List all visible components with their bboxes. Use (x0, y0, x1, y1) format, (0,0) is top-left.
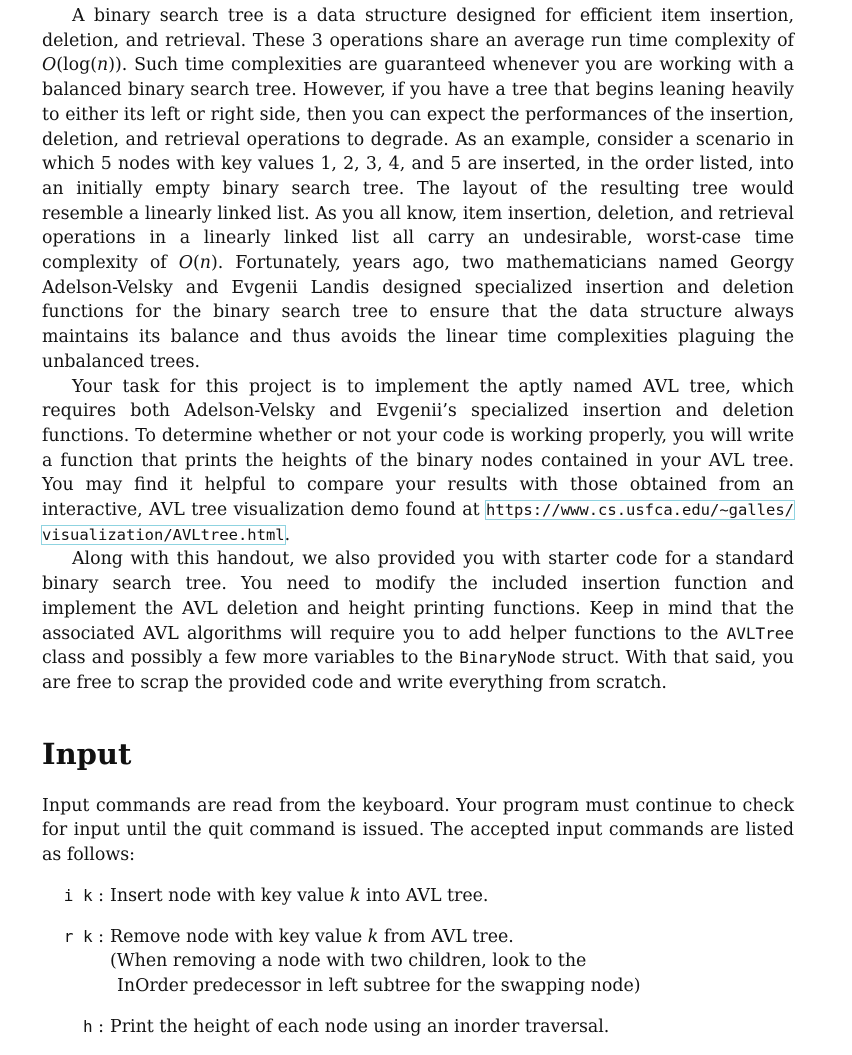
text-run: struct. With that said, you are free to scrap the provided code and write everything from scratch. (42, 648, 795, 693)
section-heading-input: Input (42, 736, 132, 771)
code-avltree: AVLTree (726, 623, 794, 643)
command-code: i k (63, 885, 93, 905)
command-code: h (82, 1016, 93, 1036)
math-big-o: O (42, 55, 57, 76)
command-note: InOrder predecessor in left subtree for the swapping node) (117, 975, 641, 996)
math-variable-n: n (97, 55, 109, 76)
command-description (110, 925, 794, 950)
math-variable-k: k (367, 926, 379, 947)
command-colon: : (98, 926, 104, 947)
command-code: r k (63, 926, 93, 946)
math-paren: )). (108, 55, 128, 76)
math-paren: ). (210, 253, 224, 274)
command-remove (42, 925, 794, 999)
math-big-o: O (178, 253, 193, 274)
input-intro: Input commands are read from the keyboard. Your program must continue to check for input until the quit command is issued. The accepted input commands are listed as follows: (42, 795, 794, 866)
command-height (42, 1015, 794, 1040)
text-run: . (284, 524, 291, 545)
code-binarynode: BinaryNode (459, 648, 556, 668)
text-run: class and possibly a few more variables to the (42, 648, 460, 669)
text-run: Fortunately, years ago, two mathematicians named Georgy Adelson-Velsky and Evgenii Landis designed specialized insertion and deletion functions for the binary search tree to ensure that the data structure always maintains its balance and thus avoids the linear time complexities plaguing the unbalanced trees. (42, 253, 794, 372)
paragraph-bst-intro (42, 4, 794, 375)
document-page (42, 4, 794, 1055)
command-note: (When removing a node with two children, look to the (110, 951, 587, 972)
command-description (110, 1015, 794, 1040)
text-run: Print the height of each node using an inorder traversal. (110, 1016, 610, 1037)
command-list (42, 884, 794, 1040)
text-run: Along with this handout, we also provided you with starter code for a standard binary search tree. You need to modify the included insertion function and implement the AVL deletion and height printing functions. Keep in mind that the associated AVL algorithms will require you to add helper functions to the (42, 549, 794, 644)
text-run: A binary search tree is a data structure designed for efficient item insertion, deletion, and retrieval. These 3 operations share an average run time complexity of (42, 6, 794, 51)
text-run: Such time complexities are guaranteed whenever you are working with a balanced binary search tree. However, if you have a tree that begins leaning heavily to either its left or right side, then you can expect the performances of the insertion, deletion, and retrieval operations to degrade. As an example, consider a scenario in which 5 nodes with key values 1, 2, 3, 4, and 5 are inserted, in the order listed, into an initially empty binary search tree. The layout of the resulting tree would resemble a linearly linked list. As you all know, item insertion, deletion, and retrieval operations in a linearly linked list all carry an undesirable, worst-case time complexity of (42, 55, 794, 274)
paragraph-task (42, 375, 794, 548)
text-run: from AVL tree. (378, 926, 514, 947)
math-variable-k: k (349, 885, 361, 906)
command-colon: : (98, 1016, 104, 1037)
text-run: Remove node with key value (110, 926, 368, 947)
math-paren: ( (192, 253, 200, 274)
text-run: Your task for this project is to implement the aptly named AVL tree, which requires both Adelson-Velsky and Evgenii’s specialized insertion and deletion functions. To determine whether or not your code is working properly, you will write a function that prints the heights of the binary nodes contained in your AVL tree. You may find it helpful to compare your results with those obtained from an interactive, AVL tree visualization demo found at (42, 376, 794, 521)
command-key (42, 1015, 104, 1040)
math-paren: (log( (56, 55, 97, 76)
math-variable-n: n (199, 253, 211, 274)
command-key (42, 925, 104, 950)
command-insert (42, 884, 794, 909)
visualization-link[interactable]: https://www.cs.usfca.edu/~galles/visualization/AVLtree.html (42, 501, 794, 544)
text-run: Insert node with key value (110, 885, 350, 906)
paragraph-starter-code (42, 547, 794, 695)
text-run: into AVL tree. (360, 885, 489, 906)
command-colon: : (98, 885, 104, 906)
command-key (42, 884, 104, 909)
command-description (110, 884, 794, 909)
